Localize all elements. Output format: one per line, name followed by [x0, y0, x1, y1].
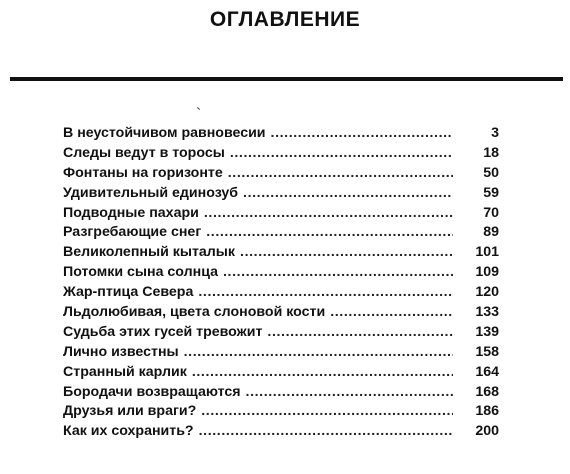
- toc-entry: [63, 364, 499, 384]
- toc-entry-title: Жар-птица Севера: [63, 284, 194, 301]
- toc-entry-title: Друзья или враги?: [63, 403, 197, 420]
- table-of-contents: [63, 125, 499, 443]
- dot-leader: [243, 185, 453, 201]
- toc-entry: [63, 145, 499, 165]
- dot-leader: [228, 165, 453, 181]
- dot-leader: [192, 364, 453, 380]
- toc-entry: [63, 384, 499, 404]
- dot-leader: [246, 384, 453, 400]
- toc-entry-title: Подводные пахари: [63, 204, 199, 221]
- toc-entry-page-number: 59: [483, 184, 499, 201]
- dot-leader: [230, 145, 453, 161]
- toc-entry-title: Как их сохранить?: [63, 423, 194, 440]
- toc-entry-title: Фонтаны на горизонте: [63, 164, 223, 181]
- toc-entry-page-number: 18: [483, 144, 499, 161]
- toc-entry-page-number: 70: [483, 204, 499, 221]
- toc-entry-page-number: 120: [475, 284, 499, 301]
- toc-entry: [63, 324, 499, 344]
- toc-entry: [63, 304, 499, 324]
- dot-leader: [330, 304, 453, 320]
- toc-entry: [63, 403, 499, 423]
- toc-entry-title: Льдолюбивая, цвета слоновой кости: [63, 304, 326, 321]
- dot-leader: [204, 205, 453, 221]
- toc-entry: [63, 284, 499, 304]
- toc-entry: [63, 224, 499, 244]
- toc-entry-title: Судьба этих гусей тревожит: [63, 323, 263, 340]
- toc-entry: [63, 423, 499, 443]
- toc-entry-title: Странный карлик: [63, 363, 187, 380]
- toc-entry-title: Потомки сына солнца: [63, 264, 218, 281]
- toc-entry-title: Лично известны: [63, 343, 179, 360]
- dot-leader: [206, 224, 453, 240]
- toc-entry-page-number: 164: [475, 363, 499, 380]
- toc-entry-page-number: 158: [475, 343, 499, 360]
- dot-leader: [201, 403, 453, 419]
- toc-entry-title: Великолепный кыталык: [63, 244, 236, 261]
- dot-leader: [184, 344, 453, 360]
- toc-entry: [63, 264, 499, 284]
- toc-entry-page-number: 109: [475, 264, 499, 281]
- toc-entry: [63, 165, 499, 185]
- toc-entry-title: Следы ведут в торосы: [63, 144, 225, 161]
- dot-leader: [199, 423, 453, 439]
- toc-entry: [63, 125, 499, 145]
- toc-entry: [63, 344, 499, 364]
- toc-entry: [63, 185, 499, 205]
- dot-leader: [240, 244, 453, 260]
- toc-entry-page-number: 133: [475, 304, 499, 321]
- dot-leader: [267, 324, 453, 340]
- dot-leader: [271, 125, 453, 141]
- toc-entry-page-number: 3: [491, 125, 499, 141]
- toc-entry-title: Удивительный единозуб: [63, 184, 239, 201]
- toc-entry-page-number: 200: [475, 423, 499, 440]
- toc-entry-page-number: 139: [475, 323, 499, 340]
- toc-entry: [63, 244, 499, 264]
- toc-entry-page-number: 101: [475, 244, 499, 261]
- dot-leader: [198, 284, 453, 300]
- toc-entry-title: Разгребающие снег: [63, 224, 202, 241]
- toc-entry-title: В неустойчивом равновесии: [63, 125, 266, 141]
- toc-entry-title: Бородачи возвращаются: [63, 383, 241, 400]
- toc-entry-page-number: 89: [483, 224, 499, 241]
- page-title: ОГЛАВЛЕНИЕ: [209, 8, 361, 31]
- toc-entry: [63, 205, 499, 225]
- toc-entry-page-number: 168: [475, 383, 499, 400]
- toc-entry-page-number: 50: [483, 164, 499, 181]
- dot-leader: [223, 264, 453, 280]
- heading-rule: [10, 77, 563, 81]
- toc-entry-page-number: 186: [475, 403, 499, 420]
- print-speck: [197, 107, 200, 110]
